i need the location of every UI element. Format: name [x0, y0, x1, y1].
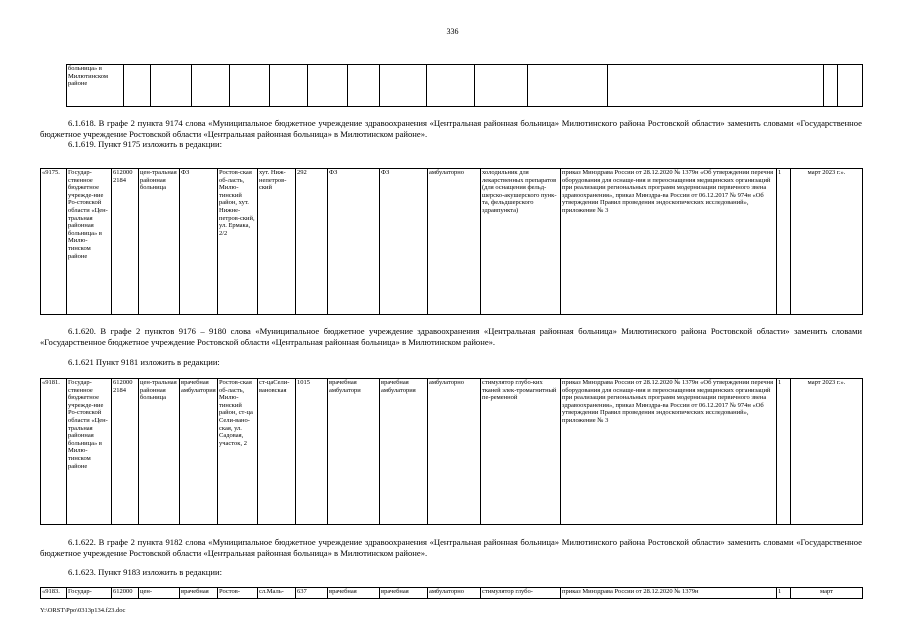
cell-equipment: стимулятор глубо-ких тканей элек-тромагнитный пе-ременной [481, 379, 561, 525]
cell-mode: амбулаторно [428, 379, 481, 525]
cell-population: 1015 [296, 379, 328, 525]
paragraph-6-1-623: 6.1.623. Пункт 9183 изложить в редакции: [68, 567, 222, 577]
cell-date: март [791, 588, 863, 599]
paragraph-6-1-621: 6.1.621 Пункт 9181 изложить в редакции: [68, 357, 220, 367]
cell-unit: врачебная [180, 588, 218, 599]
cell-unit: врачебная амбулатория [180, 379, 218, 525]
cell-population: 292 [296, 169, 328, 315]
cell-address: Ростов-ская об-ласть, Милю-тинский район, хут. Нижне-петров-ский, ул. Ермака, 2/2 [218, 169, 258, 315]
cell-unit: ФЗ [180, 169, 218, 315]
paragraph-6-1-618: 6.1.618. В графе 2 пункта 9174 слова «Муниципальное бюджетное учреждение здравоохранения «Центральная районная больница» Милютинского района Ростовской области» заменить словами «Государственное бюджетное учреждение Ростовской области «Центральная районная больница» в Милютинском районе». [40, 118, 862, 139]
table-row-9181 [40, 378, 863, 525]
cell-unit-2: врачебная амбулатори [328, 379, 380, 525]
cell-basis: приказ Минздрава России от 28.12.2020 № 1379н «Об утверждении перечня оборудования для оснаще-ния и переоснащения медицинских организаций при реализации региональных программ модернизации первичного звена здравоохранения», приказ Минздра-ва России от 06.12.2017 № 974н «Об утверждении Правил проведения эндоскопических исследований», приложение № 3 [561, 379, 777, 525]
cell-settlement: сл.Маль- [258, 588, 296, 599]
table-cell: больница» в Милютинском районе [67, 65, 124, 107]
cell-population: 637 [296, 588, 328, 599]
cell-type: цен-тральная районная больница [139, 379, 180, 525]
cell-code: 612000 2184 [112, 169, 139, 315]
cell-equipment: стимулятор глубо- [481, 588, 561, 599]
cell-settlement: хут. Ниж-непетров-ский [258, 169, 296, 315]
cell-name: Государ-ственное бюджетное учрежде-ние Ро-стовской области «Цен-тральная районная больница» в Милю-тинском районе [67, 379, 112, 525]
cell-basis: приказ Минздрава России от 28.12.2020 № 1379н «Об утверждении перечня оборудования для оснаще-ния и переоснащения медицинских организаций при реализации региональных программ модернизации первичного звена здравоохранения», приказ Минздра-ва России от 06.12.2017 № 974н «Об утверждении Правил проведения эндоскопических исследований», приложение № 3 [561, 169, 777, 315]
cell-unit-3: врачебная амбулатория [380, 379, 428, 525]
cell-qty: 1 [777, 379, 791, 525]
cell-unit-2: врачебная [328, 588, 380, 599]
cell-unit-2: ФЗ [328, 169, 380, 315]
cell-date: март 2023 г.». [791, 379, 863, 525]
cell-address: Ростов- [218, 588, 258, 599]
table-row-9183 [40, 587, 863, 599]
paragraph-6-1-620: 6.1.620. В графе 2 пунктов 9176 – 9180 слова «Муниципальное бюджетное учреждение здравоохранения «Центральная районная больница» Милютинского района Ростовской области» заменить словами «Государственное бюджетное учреждение Ростовской области «Центральная районная больница» в Милютинском районе». [40, 326, 862, 347]
cell-code: 612000 [112, 588, 139, 599]
cell-type: цен-тральная районная больница [139, 169, 180, 315]
cell-qty: 1 [777, 169, 791, 315]
cell-name: Государ-ственное бюджетное учрежде-ние Ро-стовской области «Цен-тральная районная больница» в Милю-тинском районе [67, 169, 112, 315]
cell-type: цен- [139, 588, 180, 599]
cell-code: 612000 2184 [112, 379, 139, 525]
cell-num: «9183. [41, 588, 67, 599]
cell-num: «9181. [41, 379, 67, 525]
cell-mode: амбулаторно [428, 588, 481, 599]
file-path-footer: Y:\ORST\Ppo\0313p134.f23.doc [40, 607, 126, 614]
top-table-fragment [66, 64, 863, 107]
cell-num: «9175. [41, 169, 67, 315]
cell-settlement: ст-цаСели-вановская [258, 379, 296, 525]
cell-name: Государ- [67, 588, 112, 599]
cell-unit-3: ФЗ [380, 169, 428, 315]
cell-address: Ростов-ская об-ласть, Милю-тинский район, ст-ца Сели-вано-ская, ул. Садовая, участок, 2 [218, 379, 258, 525]
cell-unit-3: врачебная [380, 588, 428, 599]
paragraph-6-1-619: 6.1.619. Пункт 9175 изложить в редакции: [68, 139, 222, 149]
paragraph-6-1-622: 6.1.622. В графе 2 пункта 9182 слова «Муниципальное бюджетное учреждение здравоохранения «Центральная районная больница» Милютинского района Ростовской области» заменить словами «Государственное бюджетное учреждение Ростовской области «Центральная районная больница» в Милютинском районе». [40, 537, 862, 558]
cell-mode: амбулаторно [428, 169, 481, 315]
cell-qty: 1 [777, 588, 791, 599]
table-row-9175 [40, 168, 863, 315]
cell-basis: приказ Минздрава России от 28.12.2020 № 1379н [561, 588, 777, 599]
page-number: 336 [446, 27, 459, 36]
cell-date: март 2023 г.». [791, 169, 863, 315]
cell-equipment: холодильник для лекарственных препаратов (для оснащения фельд-шерско-акушерского пунк-та, фельдшерского здравпункта) [481, 169, 561, 315]
